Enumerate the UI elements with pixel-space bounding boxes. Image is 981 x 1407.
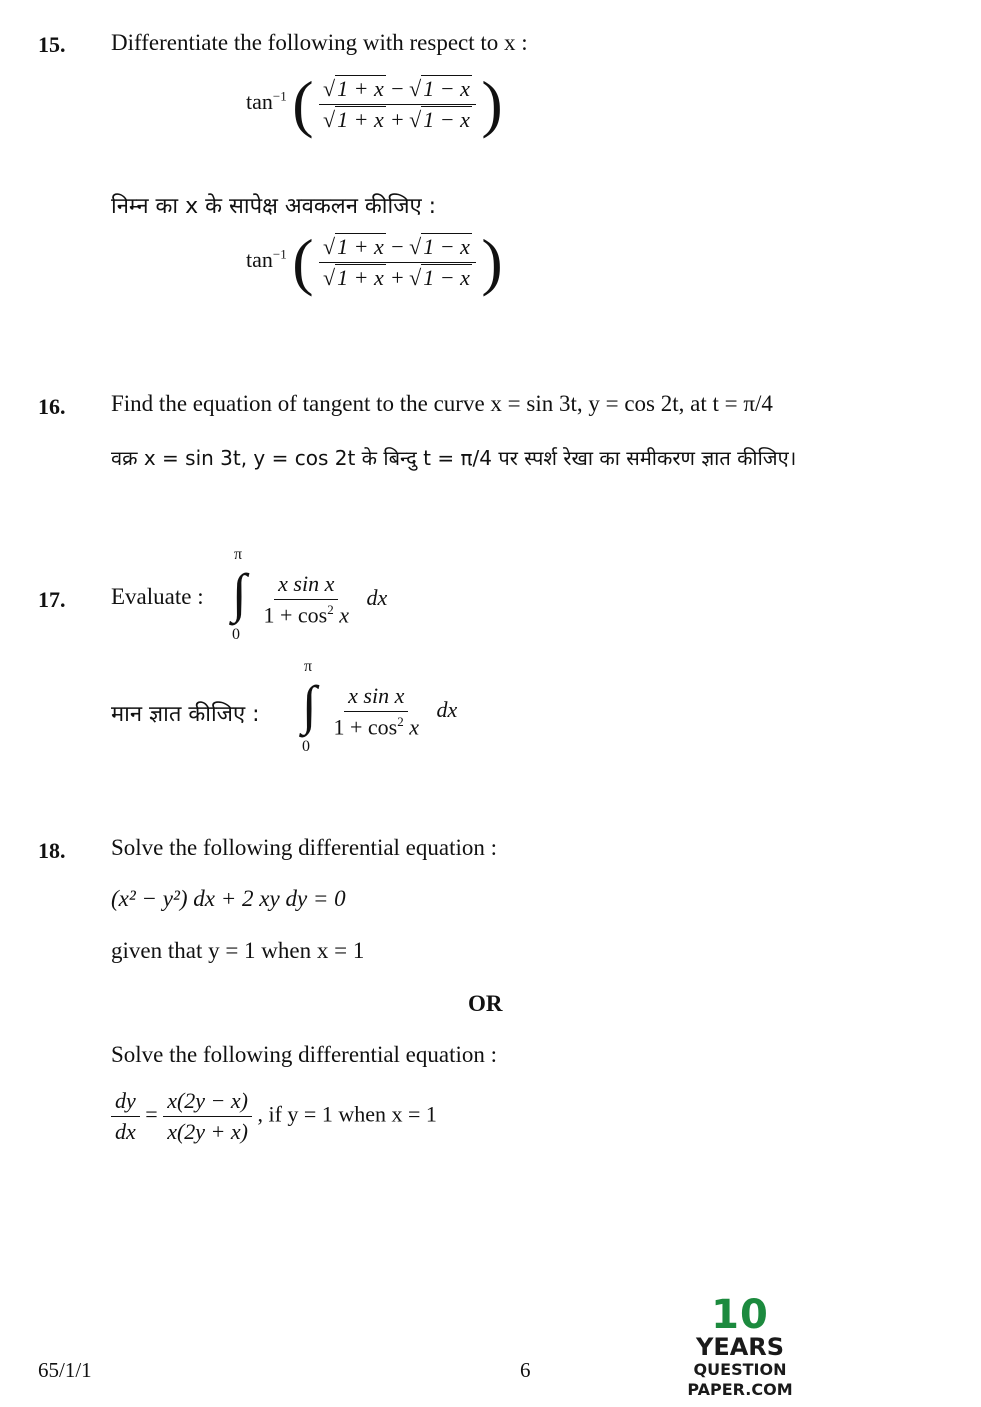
question-text-en: Evaluate : xyxy=(111,584,204,609)
question-text-en: Find the equation of tangent to the curve x = sin 3t, y = cos 2t, at t = π/4 xyxy=(111,391,773,416)
differential: dx xyxy=(436,697,458,723)
radicand: 1 + x xyxy=(337,75,384,101)
lhs-numerator: dy xyxy=(111,1088,140,1117)
question-text-en: Solve the following differential equation : xyxy=(111,835,498,860)
fraction: $\frac{√1 + x - √1 - x}{√1 + x + √1 - x}$ xyxy=(319,76,476,133)
radicand: 1 + x xyxy=(337,233,384,259)
paper-code: 65/1/1 xyxy=(38,1358,92,1382)
logo-number: 10 xyxy=(711,1292,769,1338)
question-text-hi: निम्न का x के सापेक्ष अवकलन कीजिए : xyxy=(111,194,437,219)
math-expression-hi: $\tan^{-1}$ ( $\frac{√1 + x - √1 - x}{√1 + x + √1 - x}$ ) xyxy=(246,226,503,297)
numerator: x sin x xyxy=(274,571,338,600)
question-number: 17. xyxy=(38,587,66,612)
radicand: 1 − x xyxy=(423,264,470,290)
operator: + xyxy=(391,264,404,290)
denominator: 1 + cos xyxy=(263,602,328,628)
radicand: 1 + x xyxy=(337,106,384,132)
lhs-denominator: dx xyxy=(115,1119,136,1144)
function-name: tan xyxy=(246,89,273,115)
radicand: 1 − x xyxy=(423,106,470,132)
question-text-hi: वक्र x = sin 3t, y = cos 2t के बिन्दु t = π/4 पर स्पर्श रेखा का समीकरण ज्ञात कीजिए। xyxy=(111,446,797,470)
rhs-denominator: x(2y + x) xyxy=(167,1119,248,1144)
alt-equation xyxy=(111,1088,437,1145)
variable: x xyxy=(339,602,349,628)
power: −1 xyxy=(272,246,287,262)
power: 2 xyxy=(327,602,334,618)
question-number: 15. xyxy=(38,32,66,57)
radicand: 1 − x xyxy=(423,233,470,259)
page-number: 6 xyxy=(520,1358,531,1382)
operator: − xyxy=(391,233,404,259)
question-text-en: Differentiate the following with respect to x : xyxy=(111,30,528,55)
or-separator: OR xyxy=(468,991,503,1016)
operator: − xyxy=(391,75,404,101)
question-number: 18. xyxy=(38,838,66,863)
upper-limit: π xyxy=(304,658,313,675)
upper-limit: π xyxy=(234,546,243,563)
integral-sign: ∫ π 0 xyxy=(232,546,247,643)
integral-expression-hi xyxy=(302,658,458,755)
logo-site: QUESTION PAPER.COM xyxy=(687,1360,793,1399)
fraction xyxy=(260,571,354,628)
integral-sign: ∫ π 0 xyxy=(302,658,317,755)
radicand: 1 − x xyxy=(423,75,470,101)
site-logo xyxy=(640,1292,840,1400)
fraction: $\frac{√1 + x - √1 - x}{√1 + x + √1 - x}$ xyxy=(319,234,476,291)
variable: x xyxy=(409,714,419,740)
equals-sign: = xyxy=(145,1101,158,1127)
power: 2 xyxy=(397,714,404,730)
lower-limit: 0 xyxy=(302,738,310,755)
function-name: tan xyxy=(246,247,273,273)
differential: dx xyxy=(366,585,388,611)
derivative xyxy=(111,1088,140,1145)
logo-years: YEARS xyxy=(695,1333,785,1361)
rhs-numerator: x(2y − x) xyxy=(163,1088,252,1117)
lower-limit: 0 xyxy=(232,626,240,643)
fraction xyxy=(330,683,424,740)
rhs-fraction xyxy=(163,1088,252,1145)
operator: + xyxy=(391,106,404,132)
power: −1 xyxy=(272,88,287,104)
question-text-hi: मान ज्ञात कीजिए : xyxy=(111,702,260,727)
equation: (x² − y²) dx + 2 xy dy = 0 xyxy=(111,886,346,911)
radicand: 1 + x xyxy=(337,264,384,290)
numerator: x sin x xyxy=(344,683,408,712)
question-number: 16. xyxy=(38,394,66,419)
question-text-en-alt: Solve the following differential equation : xyxy=(111,1042,498,1067)
denominator: 1 + cos xyxy=(333,714,398,740)
condition-tail: , if y = 1 when x = 1 xyxy=(257,1101,437,1127)
condition: given that y = 1 when x = 1 xyxy=(111,938,365,963)
math-expression: $\tan^{-1}$ ( $\frac{√1 + x - √1 - x}{√1 + x + √1 - x}$ ) xyxy=(246,68,503,139)
integral-expression xyxy=(232,546,388,643)
